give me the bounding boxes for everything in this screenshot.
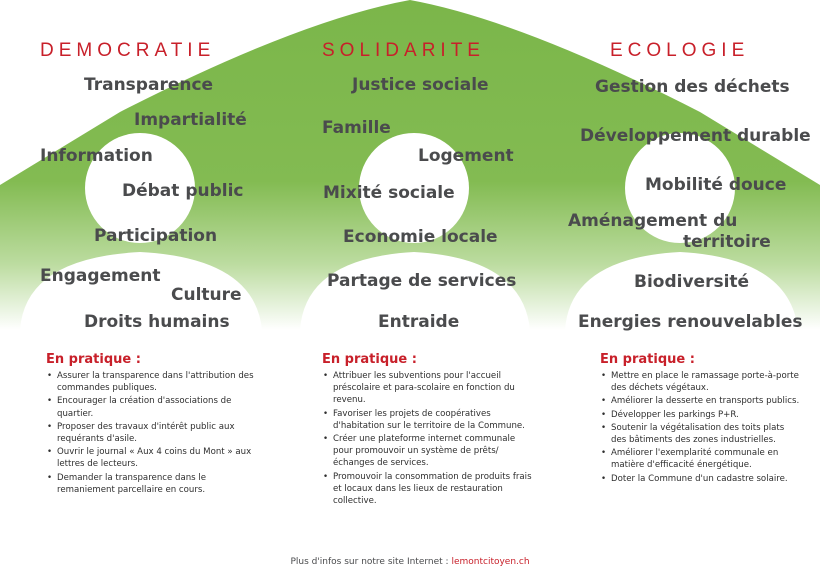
kw-partage-services: Partage de services [327,271,517,291]
footer-text: Plus d'infos sur notre site Internet : [290,557,449,567]
kw-famille: Famille [322,118,391,138]
kw-participation: Participation [94,226,218,246]
pillar-solidarite: SOLIDARITE [322,40,485,61]
kw-impartialite: Impartialité [134,110,247,130]
list-item: • Demander la transparence dans le remaniement parcellaire en cours. [46,472,261,496]
kw-engagement: Engagement [40,266,161,286]
list-item: • Ouvrir le journal « Aux 4 coins du Mont » aux lettres de lecteurs. [46,446,261,470]
kw-logement: Logement [418,146,514,166]
kw-entraide: Entraide [378,312,460,332]
list-item: • Doter la Commune d'un cadastre solaire. [600,473,800,485]
pratique-title: En pratique : [46,352,141,367]
pratique-solidarite [322,352,532,508]
list-item: • Développer les parkings P+R. [600,409,800,421]
bullet-list [46,370,261,496]
kw-transparence: Transparence [84,75,214,95]
kw-droits-humains: Droits humains [84,312,230,332]
pratique-title: En pratique : [322,352,417,367]
kw-culture: Culture [171,285,242,305]
list-item: • Assurer la transparence dans l'attribution des commandes publiques. [46,370,261,394]
list-item: • Encourager la création d'associations de quartier. [46,395,261,419]
kw-amenagement: Aménagement du [568,211,738,231]
kw-information: Information [40,146,153,166]
kw-developpement-durable: Développement durable [580,126,811,146]
list-item: • Attribuer les subventions pour l'accueil préscolaire et para-scolaire en fonction du revenu. [322,370,532,407]
list-item: • Proposer des travaux d'intérêt public aux requérants d'asile. [46,421,261,445]
pillar-democratie: DEMOCRATIE [40,40,216,61]
footer [0,557,820,567]
list-item: • Créer une plateforme internet communale pour promouvoir un système de prêts/échanges de services. [322,433,532,470]
kw-mobilite-douce: Mobilité douce [645,175,787,195]
pillar-ecologie: ECOLOGIE [610,40,750,61]
list-item: • Mettre en place le ramassage porte-à-porte des déchets végétaux. [600,370,800,394]
kw-biodiversite: Biodiversité [634,272,750,292]
bullet-list [600,370,800,485]
kw-economie-locale: Economie locale [343,227,498,247]
pratique-democratie [46,352,261,497]
list-item: • Améliorer la desserte en transports publics. [600,395,800,407]
list-item: • Améliorer l'exemplarité communale en matière d'efficacité énergétique. [600,447,800,471]
kw-justice-sociale: Justice sociale [352,75,489,95]
kw-mixite-sociale: Mixité sociale [323,183,455,203]
website-link[interactable]: lemontcitoyen.ch [451,557,530,567]
kw-energies-renouvelables: Energies renouvelables [578,312,803,332]
list-item: • Soutenir la végétalisation des toits plats des bâtiments des zones industrielles. [600,422,800,446]
kw-territoire: territoire [683,232,771,252]
list-item: • Favoriser les projets de coopératives d'habitation sur le territoire de la Commune. [322,408,532,432]
bullet-list [322,370,532,507]
pratique-title: En pratique : [600,352,695,367]
list-item: • Promouvoir la consommation de produits frais et locaux dans les lieux de restauration collective. [322,471,532,508]
kw-debat-public: Débat public [122,181,244,201]
pratique-ecologie [600,352,800,486]
kw-gestion-dechets: Gestion des déchets [595,77,790,97]
